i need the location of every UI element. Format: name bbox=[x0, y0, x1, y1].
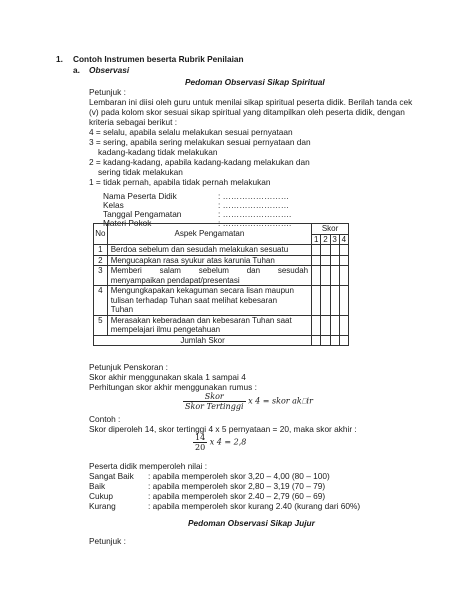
row-aspek-line: Mengucapkan rasa syukur atas karunia Tuhan bbox=[110, 255, 275, 265]
grade-name: Cukup bbox=[89, 491, 113, 501]
total-label: Jumlah Skor bbox=[94, 335, 312, 346]
total-cell[interactable] bbox=[339, 335, 348, 346]
example-fraction bbox=[193, 433, 207, 452]
formula-fraction bbox=[183, 392, 246, 411]
criteria-item-cont: kadang-kadang tidak melakukan bbox=[98, 147, 218, 157]
row-no: 3 bbox=[94, 266, 108, 286]
identity-value: : ……………………. bbox=[218, 209, 292, 219]
skor-col-3: 3 bbox=[330, 234, 339, 245]
example-numerator: 14 bbox=[195, 433, 206, 442]
skor-cell[interactable] bbox=[330, 255, 339, 266]
penskoran-line: Skor akhir menggunakan skala 1 sampai 4 bbox=[89, 372, 246, 382]
skor-cell[interactable] bbox=[321, 315, 330, 335]
criteria-item: 1 = tidak pernah, apabila tidak pernah melakukan bbox=[89, 177, 271, 187]
criteria-item: 4 = selalu, apabila selalu melakukan sesuai pernyataan bbox=[89, 127, 293, 137]
table-row bbox=[94, 286, 349, 316]
identity-label: Tanggal Pengamatan bbox=[103, 209, 182, 219]
row-aspek-line: Mengungkapakan kekaguman secara lisan maupun bbox=[110, 286, 294, 295]
table-header-row bbox=[94, 224, 349, 235]
row-aspek-line: Tuhan bbox=[110, 305, 134, 314]
sub-letter: a. bbox=[73, 65, 80, 75]
criteria-item: 2 = kadang-kadang, apabila kadang-kadang melakukan dan bbox=[89, 157, 310, 167]
nilai-intro: Peserta didik memperoleh nilai : bbox=[89, 461, 208, 471]
skor-cell[interactable] bbox=[339, 315, 348, 335]
table-row bbox=[94, 245, 349, 256]
row-aspek-line: menyampaikan pendapat/presentasi bbox=[110, 275, 240, 285]
contoh-line: Skor diperoleh 14, skor tertinggi 4 x 5 pernyataan = 20, maka skor akhir : bbox=[89, 424, 357, 434]
row-aspek bbox=[107, 255, 311, 266]
col-skor-header: Skor bbox=[312, 224, 349, 235]
heading-number: 1. bbox=[56, 54, 63, 64]
skor-col-4: 4 bbox=[339, 234, 348, 245]
penskoran-label: Petunjuk Penskoran : bbox=[89, 362, 168, 372]
grade-desc: : apabila memperoleh skor kurang 2.40 (kurang dari 60%) bbox=[148, 501, 361, 511]
col-no-header: No bbox=[94, 224, 108, 245]
row-aspek bbox=[107, 245, 311, 256]
criteria-item-cont: sering tidak melakukan bbox=[98, 167, 183, 177]
identity-label: Kelas bbox=[103, 200, 124, 210]
row-aspek bbox=[107, 266, 311, 286]
identity-value: : …………………… bbox=[218, 191, 289, 201]
skor-cell[interactable] bbox=[312, 315, 321, 335]
identity-label: Materi Pokok bbox=[103, 218, 152, 228]
skor-cell[interactable] bbox=[339, 245, 348, 256]
section-title: Pedoman Observasi Sikap Spiritual bbox=[185, 77, 325, 87]
total-cell[interactable] bbox=[330, 335, 339, 346]
grade-name: Kurang bbox=[89, 501, 116, 511]
skor-cell[interactable] bbox=[321, 286, 330, 316]
formula-denominator: Skor Tertinggi bbox=[185, 402, 244, 411]
row-no: 2 bbox=[94, 255, 108, 266]
skor-cell[interactable] bbox=[339, 266, 348, 286]
skor-cell[interactable] bbox=[312, 286, 321, 316]
petunjuk-label: Petunjuk : bbox=[89, 87, 126, 97]
skor-col-1: 1 bbox=[312, 234, 321, 245]
skor-cell[interactable] bbox=[339, 255, 348, 266]
sub-title: Observasi bbox=[89, 65, 130, 75]
row-no: 1 bbox=[94, 245, 108, 256]
heading-title: Contoh Instrumen beserta Rubrik Penilaian bbox=[73, 54, 244, 64]
identity-value: : …………………… bbox=[218, 200, 289, 210]
skor-cell[interactable] bbox=[312, 255, 321, 266]
petunjuk-line: Lembaran ini diisi oleh guru untuk menilai sikap spiritual peserta didik. Berilah tanda cek bbox=[89, 97, 413, 107]
skor-col-2: 2 bbox=[321, 234, 330, 245]
contoh-label: Contoh : bbox=[89, 414, 121, 424]
row-aspek-line: mempelajari ilmu pengetahuan bbox=[110, 325, 221, 334]
row-aspek bbox=[107, 286, 311, 316]
total-cell[interactable] bbox=[312, 335, 321, 346]
formula-rest: x 4 = skor ak⎕ir bbox=[248, 396, 313, 406]
example-denominator: 20 bbox=[195, 443, 206, 452]
table-row bbox=[94, 266, 349, 286]
row-aspek-line: Memberi salam sebelum dan sesudah bbox=[110, 266, 309, 275]
row-no: 5 bbox=[94, 315, 108, 335]
skor-cell[interactable] bbox=[339, 286, 348, 316]
skor-cell[interactable] bbox=[321, 245, 330, 256]
table-row bbox=[94, 255, 349, 266]
penskoran-line: Perhitungan skor akhir menggunakan rumus : bbox=[89, 382, 257, 392]
grade-name: Sangat Baik bbox=[89, 471, 134, 481]
table-total-row bbox=[94, 335, 349, 346]
next-petunjuk-label: Petunjuk : bbox=[89, 536, 126, 546]
skor-cell[interactable] bbox=[321, 266, 330, 286]
row-aspek-line: Merasakan keberadaan dan kebesaran Tuhan saat bbox=[110, 315, 292, 325]
skor-cell[interactable] bbox=[330, 245, 339, 256]
grade-desc: : apabila memperoleh skor 2,80 – 3,19 (70 – 79) bbox=[148, 481, 326, 491]
aspek-table bbox=[93, 223, 349, 346]
petunjuk-line: kriteria sebagai berikut : bbox=[89, 117, 178, 127]
skor-cell[interactable] bbox=[312, 245, 321, 256]
grade-desc: : apabila memperoleh skor 2.40 – 2,79 (60 – 69) bbox=[148, 491, 326, 501]
next-section-title: Pedoman Observasi Sikap Jujur bbox=[188, 518, 315, 528]
skor-cell[interactable] bbox=[330, 266, 339, 286]
identity-value: : ……………………. bbox=[218, 218, 292, 228]
row-no: 4 bbox=[94, 286, 108, 316]
col-aspek-header: Aspek Pengamatan bbox=[107, 224, 311, 245]
example-formula bbox=[193, 433, 246, 452]
grade-name: Baik bbox=[89, 481, 106, 491]
grade-desc: : apabila memperoleh skor 3,20 – 4,00 (80 – 100) bbox=[148, 471, 330, 481]
score-formula bbox=[183, 392, 313, 411]
skor-cell[interactable] bbox=[321, 255, 330, 266]
skor-cell[interactable] bbox=[330, 286, 339, 316]
criteria-item: 3 = sering, apabila sering melakukan sesuai pernyataan dan bbox=[89, 137, 311, 147]
identity-label: Nama Peserta Didik bbox=[103, 191, 177, 201]
example-rest: x 4 = 2,8 bbox=[209, 437, 247, 447]
row-aspek-line: Berdoa sebelum dan sesudah melakukan sesuatu bbox=[110, 245, 289, 254]
row-aspek-line: tulisan terhadap Tuhan saat melihat kebesaran bbox=[110, 295, 278, 305]
total-cell[interactable] bbox=[321, 335, 330, 346]
table-row bbox=[94, 315, 349, 335]
skor-cell[interactable] bbox=[312, 266, 321, 286]
row-aspek bbox=[107, 315, 311, 335]
petunjuk-line: (v) pada kolom skor sesuai sikap spiritual yang ditampilkan oleh peserta didik, dengan bbox=[89, 107, 405, 117]
skor-cell[interactable] bbox=[330, 315, 339, 335]
formula-numerator: Skor bbox=[183, 392, 246, 402]
